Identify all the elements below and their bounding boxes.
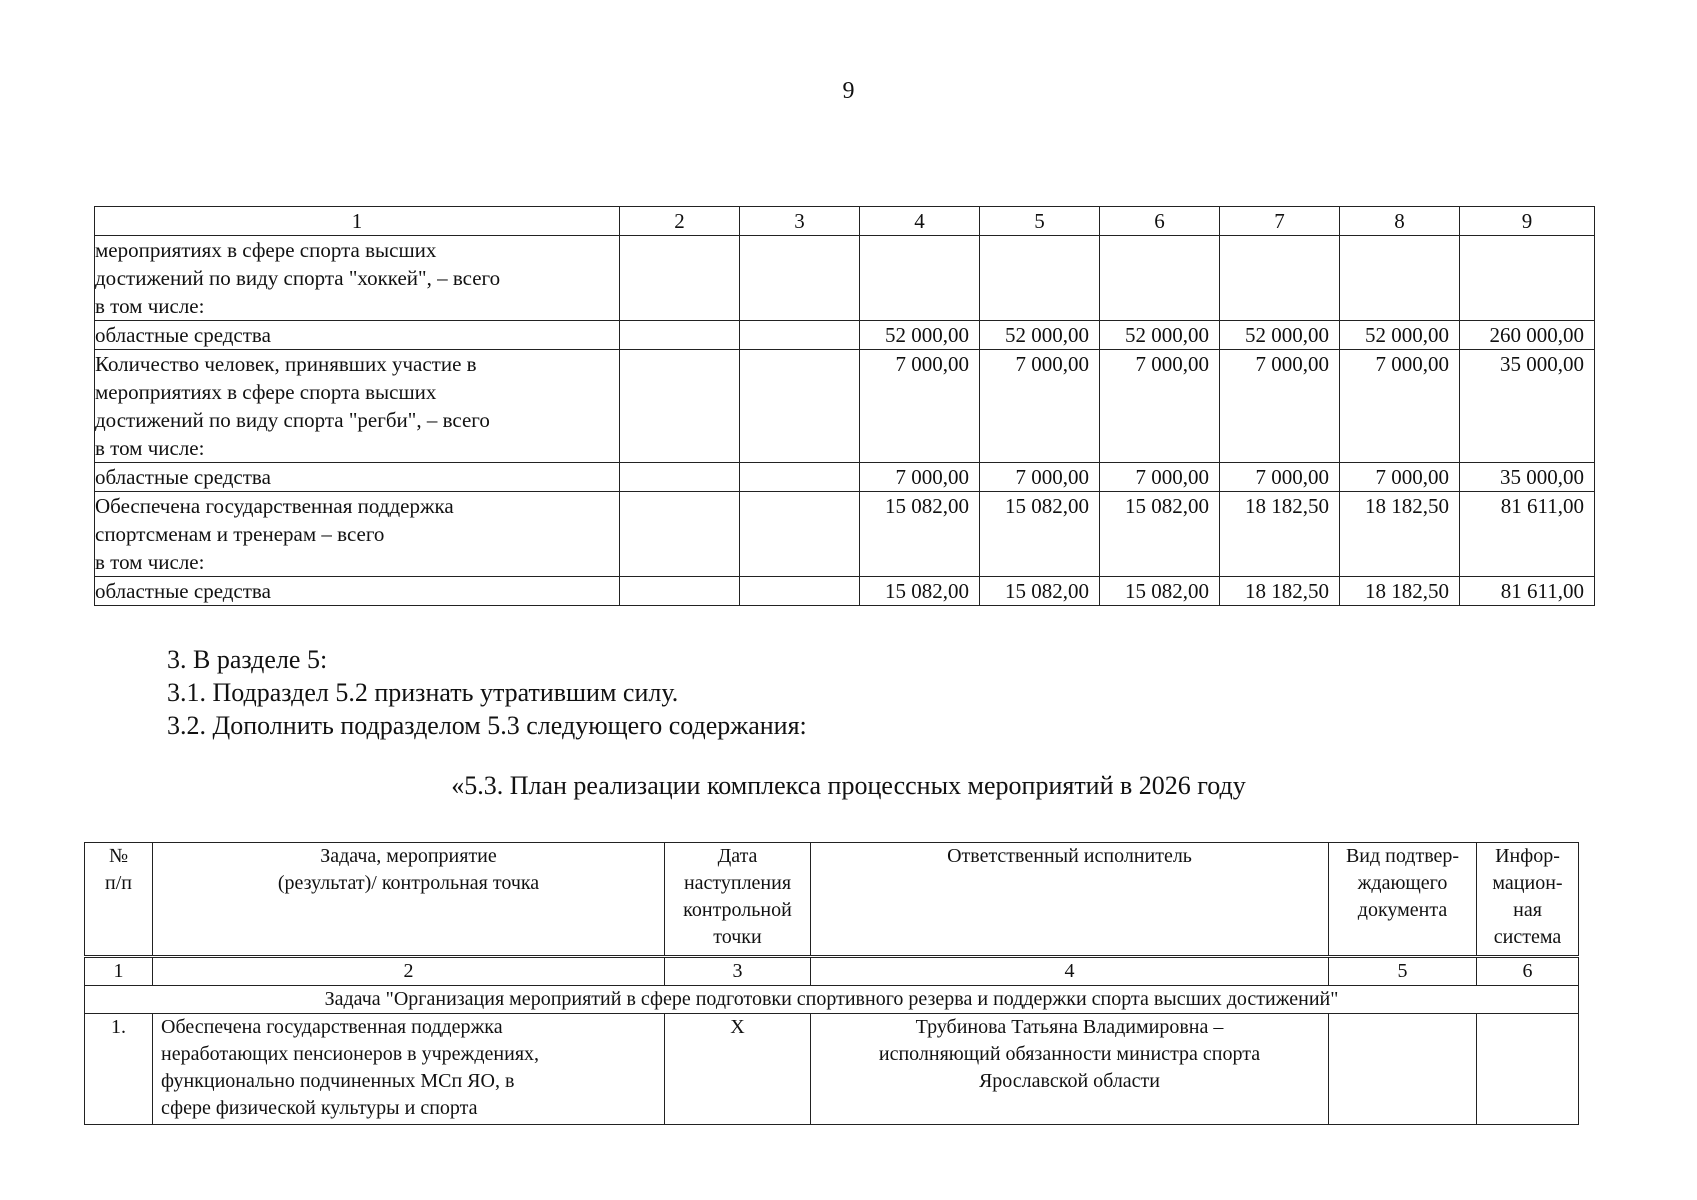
header-info-system: Инфор- мацион- ная система [1477, 843, 1579, 957]
page-number: 9 [842, 78, 855, 104]
cell: 18 182,50 [1220, 492, 1340, 577]
table-row [95, 350, 1595, 463]
cell: 7 000,00 [1340, 463, 1460, 492]
financing-table [94, 206, 1595, 606]
cell: 15 082,00 [860, 492, 980, 577]
cell [740, 492, 860, 577]
header-task: Задача, мероприятие (результат)/ контрольная точка [153, 843, 665, 957]
header-cell: 3 [740, 207, 860, 236]
header-num: № п/п [85, 843, 153, 957]
header-cell: 5 [980, 207, 1100, 236]
cell [860, 236, 980, 321]
cell: 7 000,00 [860, 350, 980, 463]
cell: 18 182,50 [1220, 577, 1340, 606]
row-task: Обеспечена государственная поддержка неработающих пенсионеров в учреждениях, функционально подчиненных МСп ЯО, в сфере физической культуры и спорта [153, 1014, 665, 1125]
column-number: 5 [1329, 957, 1477, 986]
column-number: 1 [85, 957, 153, 986]
cell [980, 236, 1100, 321]
cell [740, 577, 860, 606]
header-date: Дата наступления контрольной точки [665, 843, 811, 957]
cell: 7 000,00 [1220, 350, 1340, 463]
header-cell: 2 [620, 207, 740, 236]
cell: 35 000,00 [1460, 350, 1595, 463]
cell [1220, 236, 1340, 321]
header-doc-type: Вид подтвер- ждающего документа [1329, 843, 1477, 957]
cell [740, 321, 860, 350]
column-number: 2 [153, 957, 665, 986]
cell: 81 611,00 [1460, 492, 1595, 577]
cell: 7 000,00 [980, 463, 1100, 492]
row-date: Х [665, 1014, 811, 1125]
paragraph: 3. В разделе 5: [167, 645, 328, 674]
cell [1460, 236, 1595, 321]
table-row [85, 1014, 1579, 1125]
header-cell: 4 [860, 207, 980, 236]
cell: 7 000,00 [860, 463, 980, 492]
row-doc-type [1329, 1014, 1477, 1125]
row-label: Количество человек, принявших участие в мероприятиях в сфере спорта высших достижений по виду спорта "регби", – всего в том числе: [95, 350, 620, 463]
cell: 15 082,00 [1100, 577, 1220, 606]
cell [740, 236, 860, 321]
section-heading: «5.3. План реализации комплекса процессных мероприятий в 2026 году [451, 771, 1246, 800]
column-number: 3 [665, 957, 811, 986]
table-row [95, 577, 1595, 606]
row-label: областные средства [95, 577, 620, 606]
table-header-row [95, 207, 1595, 236]
column-number-row [85, 957, 1579, 986]
header-cell: 9 [1460, 207, 1595, 236]
cell: 52 000,00 [860, 321, 980, 350]
table-row [95, 492, 1595, 577]
task-title: Задача "Организация мероприятий в сфере подготовки спортивного резерва и поддержки спорта высших достижений" [85, 986, 1579, 1014]
cell: 7 000,00 [1100, 463, 1220, 492]
cell: 7 000,00 [1340, 350, 1460, 463]
row-label: мероприятиях в сфере спорта высших достижений по виду спорта "хоккей", – всего в том числе: [95, 236, 620, 321]
row-label: областные средства [95, 321, 620, 350]
cell [1100, 236, 1220, 321]
header-cell: 1 [95, 207, 620, 236]
cell [620, 350, 740, 463]
cell [620, 236, 740, 321]
cell: 7 000,00 [980, 350, 1100, 463]
cell: 18 182,50 [1340, 492, 1460, 577]
cell: 52 000,00 [980, 321, 1100, 350]
row-label: областные средства [95, 463, 620, 492]
cell [620, 321, 740, 350]
cell: 15 082,00 [980, 577, 1100, 606]
cell: 15 082,00 [860, 577, 980, 606]
cell: 7 000,00 [1220, 463, 1340, 492]
cell [740, 350, 860, 463]
cell: 15 082,00 [1100, 492, 1220, 577]
header-responsible: Ответственный исполнитель [811, 843, 1329, 957]
cell: 7 000,00 [1100, 350, 1220, 463]
paragraph: 3.1. Подраздел 5.2 признать утратившим силу. [167, 678, 679, 707]
header-cell: 6 [1100, 207, 1220, 236]
column-number: 6 [1477, 957, 1579, 986]
table-row [95, 236, 1595, 321]
cell [620, 492, 740, 577]
row-number: 1. [85, 1014, 153, 1125]
implementation-plan-table [84, 842, 1579, 1125]
paragraph: 3.2. Дополнить подразделом 5.3 следующего содержания: [167, 711, 807, 740]
column-number: 4 [811, 957, 1329, 986]
cell: 260 000,00 [1460, 321, 1595, 350]
header-cell: 8 [1340, 207, 1460, 236]
table-row [95, 463, 1595, 492]
cell: 35 000,00 [1460, 463, 1595, 492]
cell: 52 000,00 [1340, 321, 1460, 350]
header-cell: 7 [1220, 207, 1340, 236]
cell: 52 000,00 [1100, 321, 1220, 350]
cell [740, 463, 860, 492]
amendment-paragraphs [167, 643, 807, 742]
row-info-system [1477, 1014, 1579, 1125]
task-row [85, 986, 1579, 1014]
cell: 18 182,50 [1340, 577, 1460, 606]
cell [620, 577, 740, 606]
cell: 52 000,00 [1220, 321, 1340, 350]
cell [620, 463, 740, 492]
cell [1340, 236, 1460, 321]
cell: 15 082,00 [980, 492, 1100, 577]
row-responsible: Трубинова Татьяна Владимировна – исполняющий обязанности министра спорта Ярославской области [811, 1014, 1329, 1125]
cell: 81 611,00 [1460, 577, 1595, 606]
table-header-row [85, 843, 1579, 957]
row-label: Обеспечена государственная поддержка спортсменам и тренерам – всего в том числе: [95, 492, 620, 577]
table-row [95, 321, 1595, 350]
